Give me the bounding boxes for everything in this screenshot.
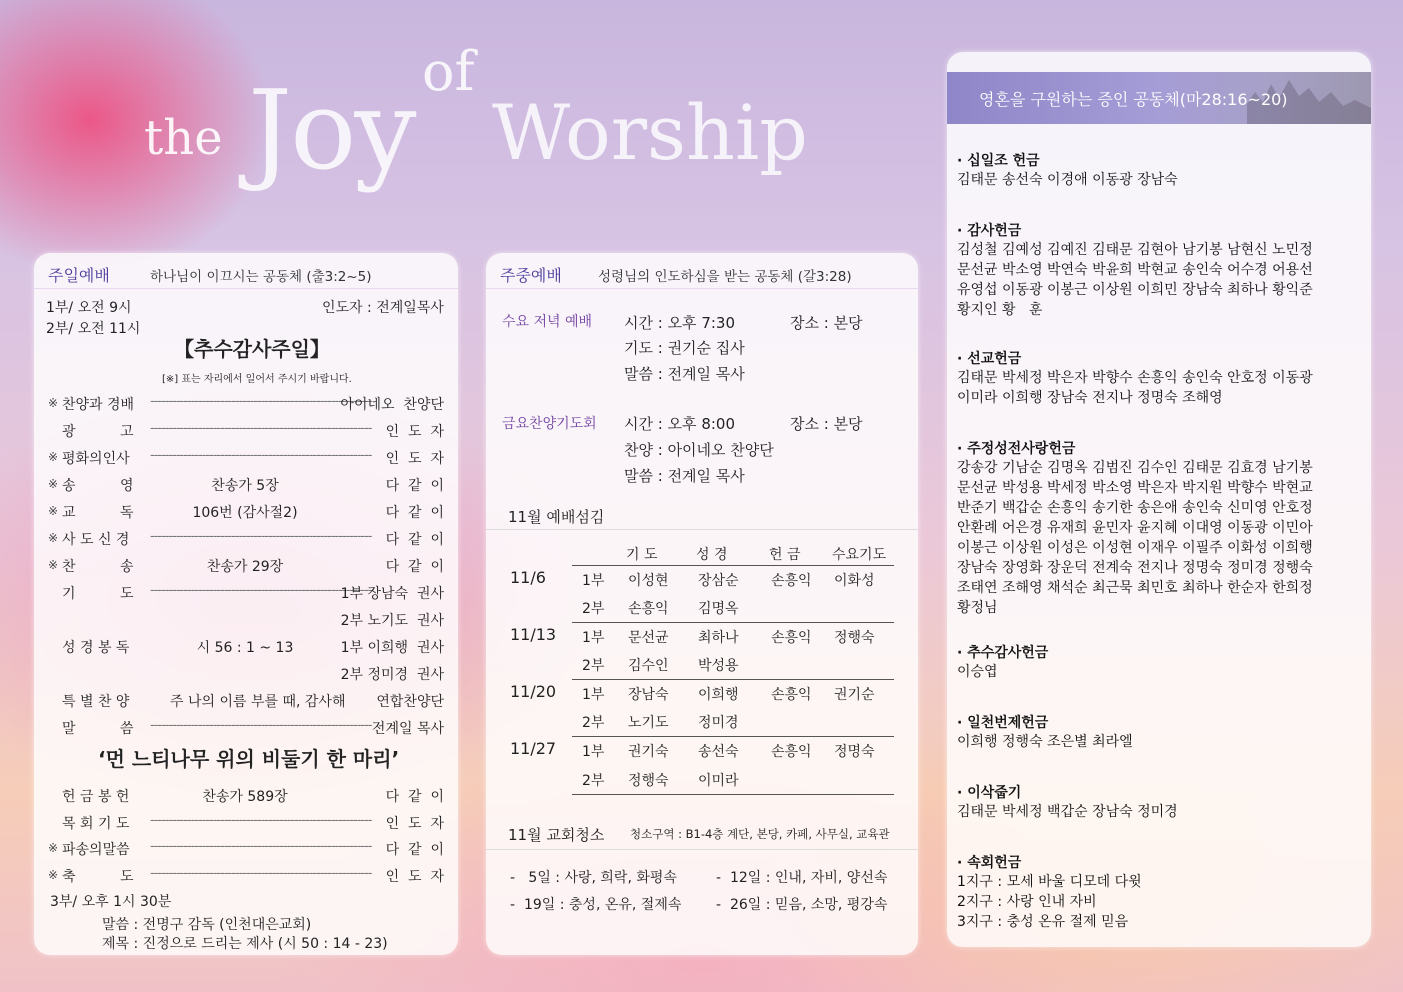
order-item-person: 2부 노기도 권사 (340, 613, 444, 629)
title-joy: Joy (248, 66, 415, 194)
order-item-person: 1부 이희행 권사 (340, 640, 444, 656)
order-item-person: 인 도 자 (385, 424, 444, 440)
order-item-person: 인 도 자 (385, 815, 444, 832)
offering-names-line: 이봉근 이상원 이성은 이성현 이재우 이필주 이화성 이희행 (957, 540, 1313, 556)
offering-names-line: 조태연 조해영 채석순 최근묵 최민호 최하나 한순자 한희정 (957, 580, 1313, 596)
order-item-detail: 찬송가 5장 (211, 478, 279, 494)
wed-place: 장소 : 본당 (790, 314, 863, 332)
main-title (140, 40, 860, 240)
order-item-person: 인 도 자 (385, 451, 444, 467)
standing-mark: ※ (48, 450, 59, 464)
offering-names-line: 1지구 : 모세 바울 디모데 다윗 (957, 874, 1142, 890)
duty-cell: 김명옥 (698, 601, 739, 617)
offering-section-title: · 이삭줍기 (957, 785, 1022, 801)
offering-names-line: 이승엽 (957, 664, 998, 680)
order-item-person: 다 같 이 (385, 478, 444, 494)
offering-section-title: · 일천번제헌금 (957, 715, 1049, 731)
cleaning-item: - 19일 : 충성, 온유, 절제속 (510, 897, 682, 913)
service2-time: 2부/ 오전 11시 (46, 321, 141, 337)
weekday-worship-panel (486, 253, 918, 955)
order-item-detail: 찬송가 589장 (202, 789, 288, 805)
duty-cell: 정행숙 (834, 630, 875, 646)
order-item-name: 특 별 찬 양 (62, 694, 130, 710)
duty-part: 1부 (582, 573, 605, 589)
duty-title: 11월 예배섬김 (508, 508, 605, 526)
duty-part: 2부 (582, 658, 605, 674)
offering-names-line: 김성철 김예성 김예진 김태문 김현아 남기봉 남현신 노민정 (957, 242, 1313, 258)
order-item-person: 1부 장남숙 권사 (340, 586, 444, 602)
order-item-name: 광 고 (62, 424, 134, 440)
offering-names-line: 이희행 정행숙 조은별 최라엘 (957, 734, 1133, 750)
title-worship: Worship (492, 88, 808, 177)
dotted-leader: ------------------------------------------------------------ (150, 718, 372, 733)
duty-cell: 손흥익 (771, 744, 812, 760)
cleaning-area: 청소구역 : B1-4층 계단, 본당, 카페, 사무실, 교육관 (630, 827, 890, 841)
offering-section-body (957, 458, 1361, 618)
duty-cell: 권기숙 (628, 744, 669, 760)
offering-names-line: 김태문 박세정 박은자 박향수 손흥익 송인숙 안호정 이동광 (957, 370, 1313, 386)
order-item-name: 목 회 기 도 (62, 815, 130, 832)
offering-names-line: 3지구 : 충성 온유 절제 믿음 (957, 914, 1129, 930)
offering-names-line: 강송강 기남순 김명옥 김범진 김수인 김태문 김효경 남기봉 (957, 460, 1313, 476)
duty-cell: 정행숙 (628, 773, 669, 789)
dotted-leader: ------------------------------------------------------------ (150, 448, 372, 463)
dotted-leader: ------------------------------------------------------------ (150, 839, 372, 854)
duty-cell: 손흥익 (771, 573, 812, 589)
fri-place: 장소 : 본당 (790, 415, 863, 433)
divider (486, 529, 918, 530)
order-item-detail: 106번 (감사절2) (192, 505, 298, 521)
sunday-header (34, 253, 458, 289)
table-rule (572, 736, 894, 737)
order-item-name: 평화의인사 (62, 451, 130, 467)
duty-header: 성 경 (696, 547, 728, 563)
duty-header: 기 도 (626, 547, 658, 563)
dotted-leader: ------------------------------------------------------------ (150, 583, 372, 598)
offering-names-line: 김태문 송선숙 이경애 이동광 장남숙 (957, 172, 1178, 188)
dotted-leader: ------------------------------------------------------------ (150, 529, 372, 544)
offering-section-title: · 선교헌금 (957, 351, 1022, 367)
duty-date: 11/13 (510, 625, 557, 644)
duty-cell: 문선균 (628, 630, 669, 646)
sermon-title: ‘먼 느티나무 위의 비둘기 한 마리’ (98, 747, 400, 771)
fri-label: 금요찬양기도회 (502, 416, 597, 432)
offering-section-title: · 추수감사헌금 (957, 645, 1049, 661)
service1-time: 1부/ 오전 9시 (46, 300, 132, 316)
sunday-header-sub: 하나님이 이끄시는 공동체 (출3:2~5) (150, 269, 372, 285)
order-item-person: 2부 정미경 권사 (340, 667, 444, 683)
order-item-person: 전계일 목사 (371, 721, 444, 737)
order-item-name: 기 도 (62, 586, 134, 602)
order-item-person: 다 같 이 (385, 559, 444, 575)
sunday-worship-panel (34, 253, 458, 955)
duty-cell: 최하나 (698, 630, 739, 646)
duty-cell: 송선숙 (698, 744, 739, 760)
service3-time: 3부/ 오후 1시 30분 (50, 894, 172, 910)
offering-section-body (957, 872, 1361, 932)
order-item-name: 사 도 신 경 (62, 532, 130, 548)
duty-cell: 이화성 (834, 573, 875, 589)
duty-cell: 손흥익 (771, 687, 812, 703)
duty-header: 수요기도 (832, 547, 887, 563)
table-rule (572, 679, 894, 680)
wed-time: 시간 : 오후 7:30 (624, 314, 736, 332)
standing-mark: ※ (48, 841, 59, 855)
offering-names-line: 반준기 백갑순 손흥익 송기한 송은애 송인숙 신미영 안호정 (957, 500, 1313, 516)
offering-section-body (957, 662, 1361, 682)
duty-part: 1부 (582, 744, 605, 760)
duty-date: 11/20 (510, 682, 557, 701)
offering-names-line: 이미라 이희행 장남숙 전지나 정명숙 조해영 (957, 390, 1223, 406)
duty-cell: 노기도 (628, 715, 669, 731)
duty-cell: 김수인 (628, 658, 669, 674)
duty-cell: 정미경 (698, 715, 739, 731)
offering-names-line: 안환례 어은경 유재희 윤민자 윤지혜 이대영 이동광 이민아 (957, 520, 1313, 536)
duty-cell: 손흥익 (771, 630, 812, 646)
sunday-header-name: 주일예배 (48, 266, 110, 285)
standing-mark: ※ (48, 867, 59, 882)
duty-part: 1부 (582, 630, 605, 646)
order-item-name: 성 경 봉 독 (62, 640, 130, 656)
weekday-header-sub: 성령님의 인도하심을 받는 공동체 (갈3:28) (598, 269, 852, 285)
offering-section-title: · 주정성전사랑헌금 (957, 441, 1076, 457)
offering-section-body (957, 170, 1361, 190)
order-item-name: 파송의말씀 (62, 842, 130, 858)
duty-cell: 장남숙 (628, 687, 669, 703)
duty-part: 2부 (582, 715, 605, 731)
order-item-person: 다 같 이 (385, 789, 444, 805)
service-theme: 【추수감사주일】 (174, 337, 330, 361)
cleaning-title: 11월 교회청소 (508, 826, 605, 844)
table-rule (572, 794, 894, 795)
standing-mark: ※ (48, 504, 59, 518)
service3-title: 제목 : 진정으로 드리는 제사 (시 50 : 14 - 23) (102, 936, 388, 952)
standing-mark: ※ (48, 477, 59, 491)
duty-cell: 손흥익 (628, 601, 669, 617)
duty-part: 1부 (582, 687, 605, 703)
duty-part: 2부 (582, 601, 605, 617)
wed-prayer: 기도 : 권기순 집사 (624, 339, 745, 357)
fri-praise: 찬양 : 아이네오 찬양단 (624, 441, 774, 459)
standing-mark: ※ (48, 531, 59, 545)
offering-section-title: · 감사헌금 (957, 223, 1022, 239)
order-item-name: 교 독 (62, 505, 134, 521)
wed-sermon: 말씀 : 전계일 목사 (624, 365, 745, 383)
divider (486, 849, 918, 850)
weekday-header-name: 주중예배 (500, 266, 562, 285)
dotted-leader: ------------------------------------------------------------ (150, 812, 372, 828)
order-item-person: 다 같 이 (385, 842, 444, 858)
title-the: the (144, 110, 223, 166)
cleaning-item: - 12일 : 인내, 자비, 양선속 (716, 870, 888, 886)
offering-section-title: · 속회헌금 (957, 855, 1022, 871)
order-item-detail: 시 56 : 1 ~ 13 (196, 640, 294, 656)
offering-section-title: · 십일조 헌금 (957, 153, 1040, 169)
duty-date: 11/6 (510, 568, 546, 587)
dotted-leader: ------------------------------------------------------------ (150, 865, 372, 881)
dotted-leader: ------------------------------------------------------------ (150, 421, 372, 436)
duty-cell: 권기순 (834, 687, 875, 703)
wed-label: 수요 저녁 예배 (502, 314, 593, 330)
duty-header: 헌 금 (769, 547, 801, 563)
duty-cell: 박성용 (698, 658, 739, 674)
offering-section-body (957, 240, 1361, 320)
duty-date: 11/27 (510, 739, 557, 758)
duty-part: 2부 (582, 773, 605, 789)
offering-names-line: 유영섭 이동광 이봉근 이상원 이희민 장남숙 최하나 황익준 (957, 282, 1313, 298)
order-item-name: 찬 송 (62, 559, 134, 575)
table-rule (572, 622, 894, 623)
table-rule (572, 565, 894, 566)
order-item-name: 축 도 (62, 868, 134, 885)
duty-cell: 정명숙 (834, 744, 875, 760)
order-item-name: 찬양과 경배 (62, 397, 135, 413)
cleaning-item: - 26일 : 믿음, 소망, 평강속 (716, 897, 888, 913)
standing-mark: ※ (48, 396, 59, 410)
offering-names-line: 황정님 (957, 600, 998, 616)
offering-names-line: 김태문 박세정 백갑순 장남숙 정미경 (957, 804, 1178, 820)
offering-names-line: 장남숙 장영화 장운덕 전계숙 전지나 정명숙 정미경 정행숙 (957, 560, 1313, 576)
order-item-person: 인 도 자 (385, 868, 444, 885)
offering-names-line: 황지인 황 훈 (957, 302, 1043, 318)
cleaning-item: - 5일 : 사랑, 희락, 화평속 (510, 870, 677, 886)
duty-cell: 이성현 (628, 573, 669, 589)
dotted-leader: ------------------------------------------------------------ (150, 394, 372, 409)
service3-speaker: 말씀 : 전명구 감독 (인천대은교회) (102, 917, 312, 933)
duty-cell: 이희행 (698, 687, 739, 703)
order-item-detail: 주 나의 이름 부를 때, 감사해 (170, 694, 346, 710)
fri-time: 시간 : 오후 8:00 (624, 415, 736, 433)
standing-mark: ※ (48, 558, 59, 572)
offering-section-body (957, 732, 1361, 752)
offering-banner (947, 72, 1371, 124)
order-item-person: 다 같 이 (385, 532, 444, 548)
order-item-person: 아이네오 찬양단 (340, 397, 444, 413)
offering-section-body (957, 802, 1361, 822)
offering-section-body (957, 368, 1361, 408)
offering-names-line: 2지구 : 사랑 인내 자비 (957, 894, 1097, 910)
duty-cell: 장삼순 (698, 573, 739, 589)
duty-cell: 이미라 (698, 773, 739, 789)
offering-names-line: 문선균 박성용 박세정 박소영 박은자 박지원 박향수 박현교 (957, 480, 1313, 496)
fri-sermon: 말씀 : 전계일 목사 (624, 467, 745, 485)
weekday-header (486, 253, 918, 289)
title-of: of (422, 40, 475, 103)
offering-panel (947, 52, 1371, 947)
order-item-detail: 찬송가 29장 (206, 559, 284, 575)
leader: 인도자 : 전계일목사 (322, 300, 444, 316)
standing-note: [※] 표는 자리에서 일어서 주시기 바랍니다. (162, 374, 352, 385)
offering-names-line: 문선균 박소영 박연숙 박윤희 박현교 송인숙 어수경 어용선 (957, 262, 1313, 278)
order-item-person: 다 같 이 (385, 505, 444, 521)
order-item-name: 말 씀 (62, 721, 134, 737)
order-item-person: 연합찬양단 (376, 694, 444, 710)
offering-banner-text: 영혼을 구원하는 증인 공동체(마28:16~20) (979, 90, 1288, 109)
order-item-name: 송 영 (62, 478, 134, 494)
order-item-name: 헌 금 봉 헌 (62, 789, 130, 805)
